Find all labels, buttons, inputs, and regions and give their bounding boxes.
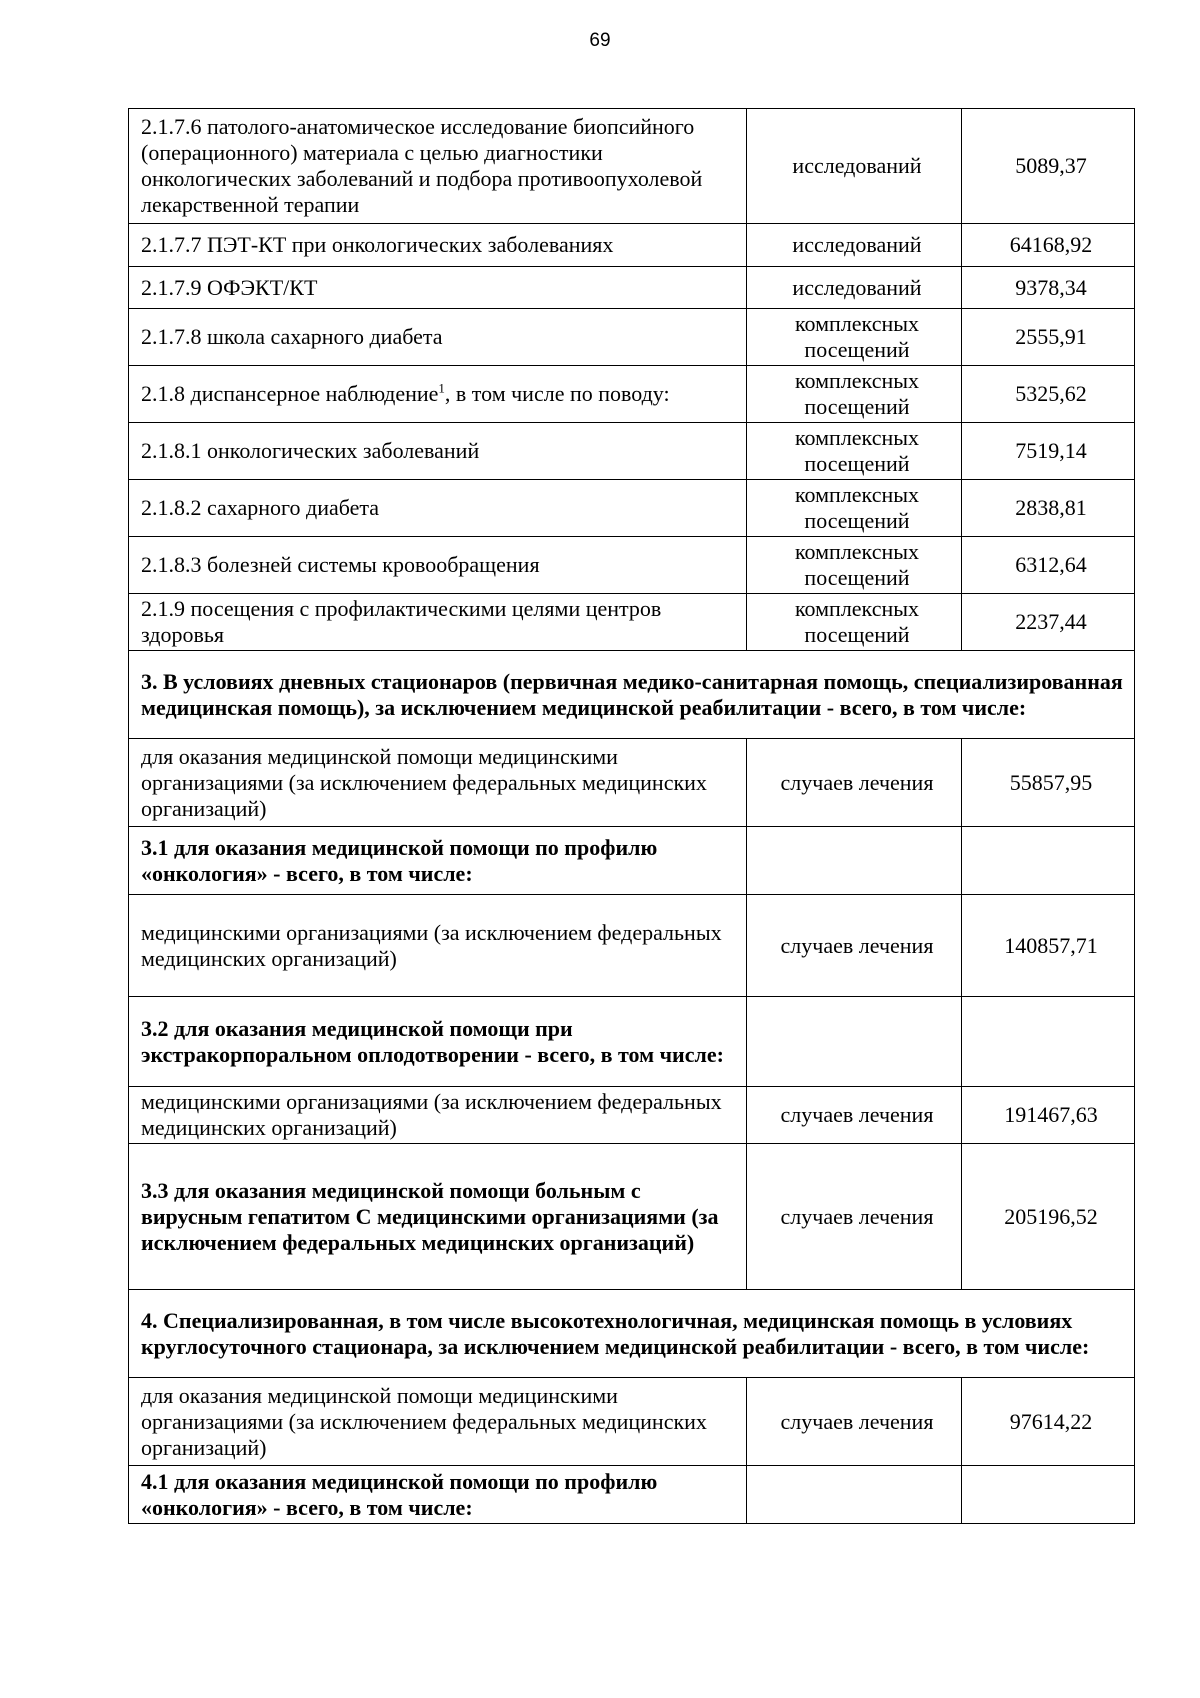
table-row — [129, 1087, 1135, 1144]
table-row — [129, 109, 1135, 224]
row-unit: случаев лечения — [747, 1144, 962, 1290]
row-name: 2.1.9 посещения с профилактическими целями центров здоровья — [129, 594, 747, 651]
footnote-mark: 1 — [438, 380, 445, 396]
table-row — [129, 827, 1135, 895]
row-value: 9378,34 — [962, 267, 1135, 309]
page-number: 69 — [589, 30, 611, 51]
table-row — [129, 895, 1135, 997]
row-name-text: , в том числе по поводу: — [444, 381, 670, 406]
row-value: 2237,44 — [962, 594, 1135, 651]
section-heading: 4. Специализированная, в том числе высокотехнологичная, медицинская помощь в условиях круглосуточного стационара, за исключением медицинской реабилитации - всего, в том числе: — [129, 1290, 1135, 1378]
row-value: 97614,22 — [962, 1378, 1135, 1466]
row-name — [129, 366, 747, 423]
row-unit: комплексных посещений — [747, 594, 962, 651]
table-row — [129, 1378, 1135, 1466]
row-value: 205196,52 — [962, 1144, 1135, 1290]
row-name: 2.1.8.3 болезней системы кровообращения — [129, 537, 747, 594]
row-unit: комплексных посещений — [747, 309, 962, 366]
row-value: 55857,95 — [962, 739, 1135, 827]
table-row — [129, 423, 1135, 480]
row-name: 3.3 для оказания медицинской помощи больным с вирусным гепатитом С медицинскими организациями (за исключением федеральных медицинских организаций) — [129, 1144, 747, 1290]
table-row — [129, 537, 1135, 594]
row-name: 2.1.7.8 школа сахарного диабета — [129, 309, 747, 366]
row-value — [962, 997, 1135, 1087]
row-unit — [747, 997, 962, 1087]
section-row — [129, 651, 1135, 739]
section-row — [129, 1290, 1135, 1378]
row-value — [962, 827, 1135, 895]
row-name: 3.1 для оказания медицинской помощи по профилю «онкология» - всего, в том числе: — [129, 827, 747, 895]
row-name: 2.1.8.2 сахарного диабета — [129, 480, 747, 537]
row-unit: комплексных посещений — [747, 423, 962, 480]
row-name: 4.1 для оказания медицинской помощи по профилю «онкология» - всего, в том числе: — [129, 1466, 747, 1524]
row-value: 2555,91 — [962, 309, 1135, 366]
row-value: 5089,37 — [962, 109, 1135, 224]
row-value — [962, 1466, 1135, 1524]
row-unit: комплексных посещений — [747, 480, 962, 537]
table-row — [129, 1466, 1135, 1524]
row-unit: случаев лечения — [747, 739, 962, 827]
row-unit — [747, 827, 962, 895]
row-name: 2.1.7.7 ПЭТ-КТ при онкологических заболеваниях — [129, 224, 747, 267]
row-value: 140857,71 — [962, 895, 1135, 997]
table-row — [129, 739, 1135, 827]
table-row — [129, 366, 1135, 423]
section-heading: 3. В условиях дневных стационаров (первичная медико-санитарная помощь, специализированная медицинская помощь), за исключением медицинской реабилитации - всего, в том числе: — [129, 651, 1135, 739]
row-value: 191467,63 — [962, 1087, 1135, 1144]
table-row — [129, 594, 1135, 651]
row-unit: случаев лечения — [747, 1378, 962, 1466]
table-row — [129, 997, 1135, 1087]
row-value: 6312,64 — [962, 537, 1135, 594]
row-unit: случаев лечения — [747, 895, 962, 997]
row-name: 2.1.7.6 патолого-анатомическое исследование биопсийного (операционного) материала с целью диагностики онкологических заболеваний и подбора противоопухолевой лекарственной терапии — [129, 109, 747, 224]
row-unit: комплексных посещений — [747, 537, 962, 594]
row-name: 2.1.7.9 ОФЭКТ/КТ — [129, 267, 747, 309]
row-name-text: 2.1.8 диспансерное наблюдение — [141, 381, 439, 406]
row-unit: комплексных посещений — [747, 366, 962, 423]
table-row — [129, 224, 1135, 267]
table-row — [129, 1144, 1135, 1290]
row-name: медицинскими организациями (за исключением федеральных медицинских организаций) — [129, 1087, 747, 1144]
row-unit: исследований — [747, 224, 962, 267]
tariff-table — [128, 108, 1135, 1524]
row-value: 64168,92 — [962, 224, 1135, 267]
row-value: 7519,14 — [962, 423, 1135, 480]
row-name: 2.1.8.1 онкологических заболеваний — [129, 423, 747, 480]
table-row — [129, 267, 1135, 309]
table-row — [129, 480, 1135, 537]
row-unit: случаев лечения — [747, 1087, 962, 1144]
table-row — [129, 309, 1135, 366]
row-unit: исследований — [747, 267, 962, 309]
row-unit — [747, 1466, 962, 1524]
row-name: для оказания медицинской помощи медицинскими организациями (за исключением федеральных медицинских организаций) — [129, 739, 747, 827]
row-unit: исследований — [747, 109, 962, 224]
row-name: для оказания медицинской помощи медицинскими организациями (за исключением федеральных медицинских организаций) — [129, 1378, 747, 1466]
row-name: 3.2 для оказания медицинской помощи при экстракорпоральном оплодотворении - всего, в том числе: — [129, 997, 747, 1087]
row-value: 2838,81 — [962, 480, 1135, 537]
row-name: медицинскими организациями (за исключением федеральных медицинских организаций) — [129, 895, 747, 997]
row-value: 5325,62 — [962, 366, 1135, 423]
